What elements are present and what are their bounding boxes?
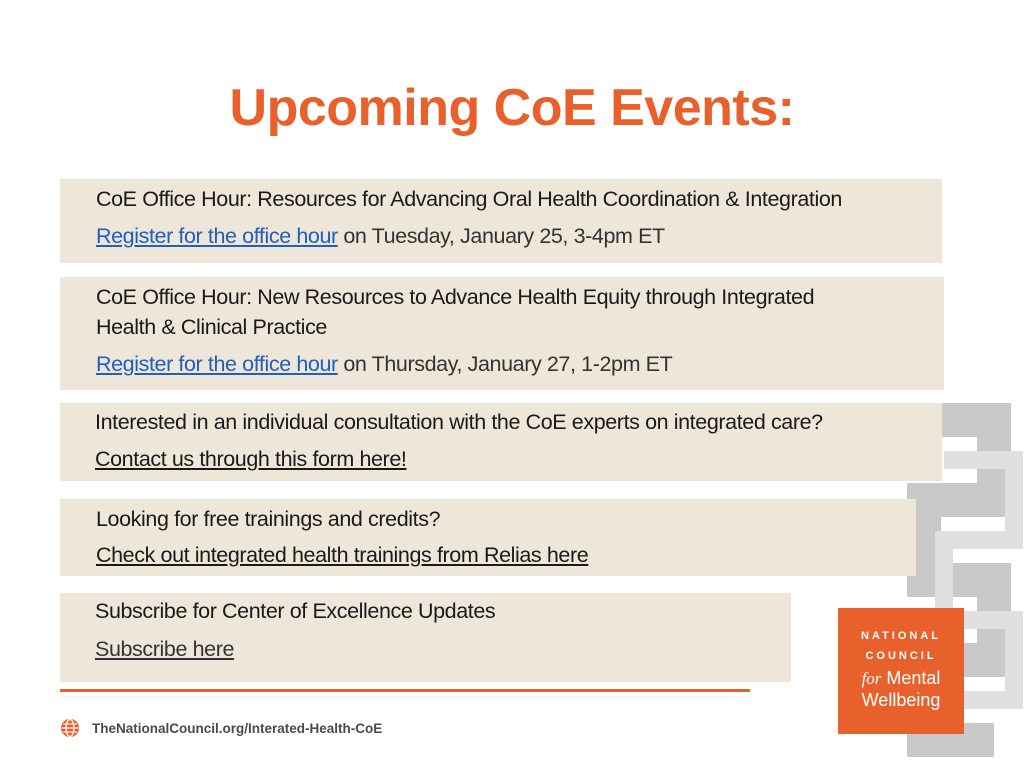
logo-line4: Wellbeing [861,690,941,710]
relias-trainings-link[interactable]: Check out integrated health trainings from Relias here [96,543,589,567]
event-card-health-equity [60,277,944,390]
event-heading: CoE Office Hour: Resources for Advancing Oral Health Coordination & Integration [96,187,842,211]
register-link[interactable]: Register for the office hour [96,352,338,376]
contact-form-link[interactable]: Contact us through this form here! [95,447,407,471]
consultation-text: Interested in an individual consultation with the CoE experts on integrated care? [95,410,823,434]
event-card-oral-health [60,179,942,263]
subscribe-link[interactable]: Subscribe here [95,637,235,661]
subscribe-text: Subscribe for Center of Excellence Updates [95,599,496,623]
logo-line3: for Mental [861,668,941,688]
trainings-text: Looking for free trainings and credits? [96,507,441,531]
subscribe-card [60,593,791,682]
event-date: on Thursday, January 27, 1-2pm ET [337,352,673,376]
register-link[interactable]: Register for the office hour [96,224,338,248]
event-register-line [96,352,672,377]
national-council-logo [838,608,964,734]
globe-icon [60,718,80,738]
page-title: Upcoming CoE Events: [229,79,795,137]
event-date: on Tuesday, January 25, 3-4pm ET [337,224,665,248]
event-register-line [96,224,665,249]
trainings-card [60,499,916,576]
consultation-card [60,403,942,481]
logo-line2: COUNCIL [865,650,937,662]
footer-url[interactable]: TheNationalCouncil.org/Interated-Health-CoE [92,720,383,736]
logo-line1: NATIONAL [860,630,941,642]
event-heading-line2: Health & Clinical Practice [96,315,327,339]
divider-rule [60,689,750,692]
footer [60,718,382,738]
event-heading-line1: CoE Office Hour: New Resources to Advance Health Equity through Integrated [96,285,815,309]
